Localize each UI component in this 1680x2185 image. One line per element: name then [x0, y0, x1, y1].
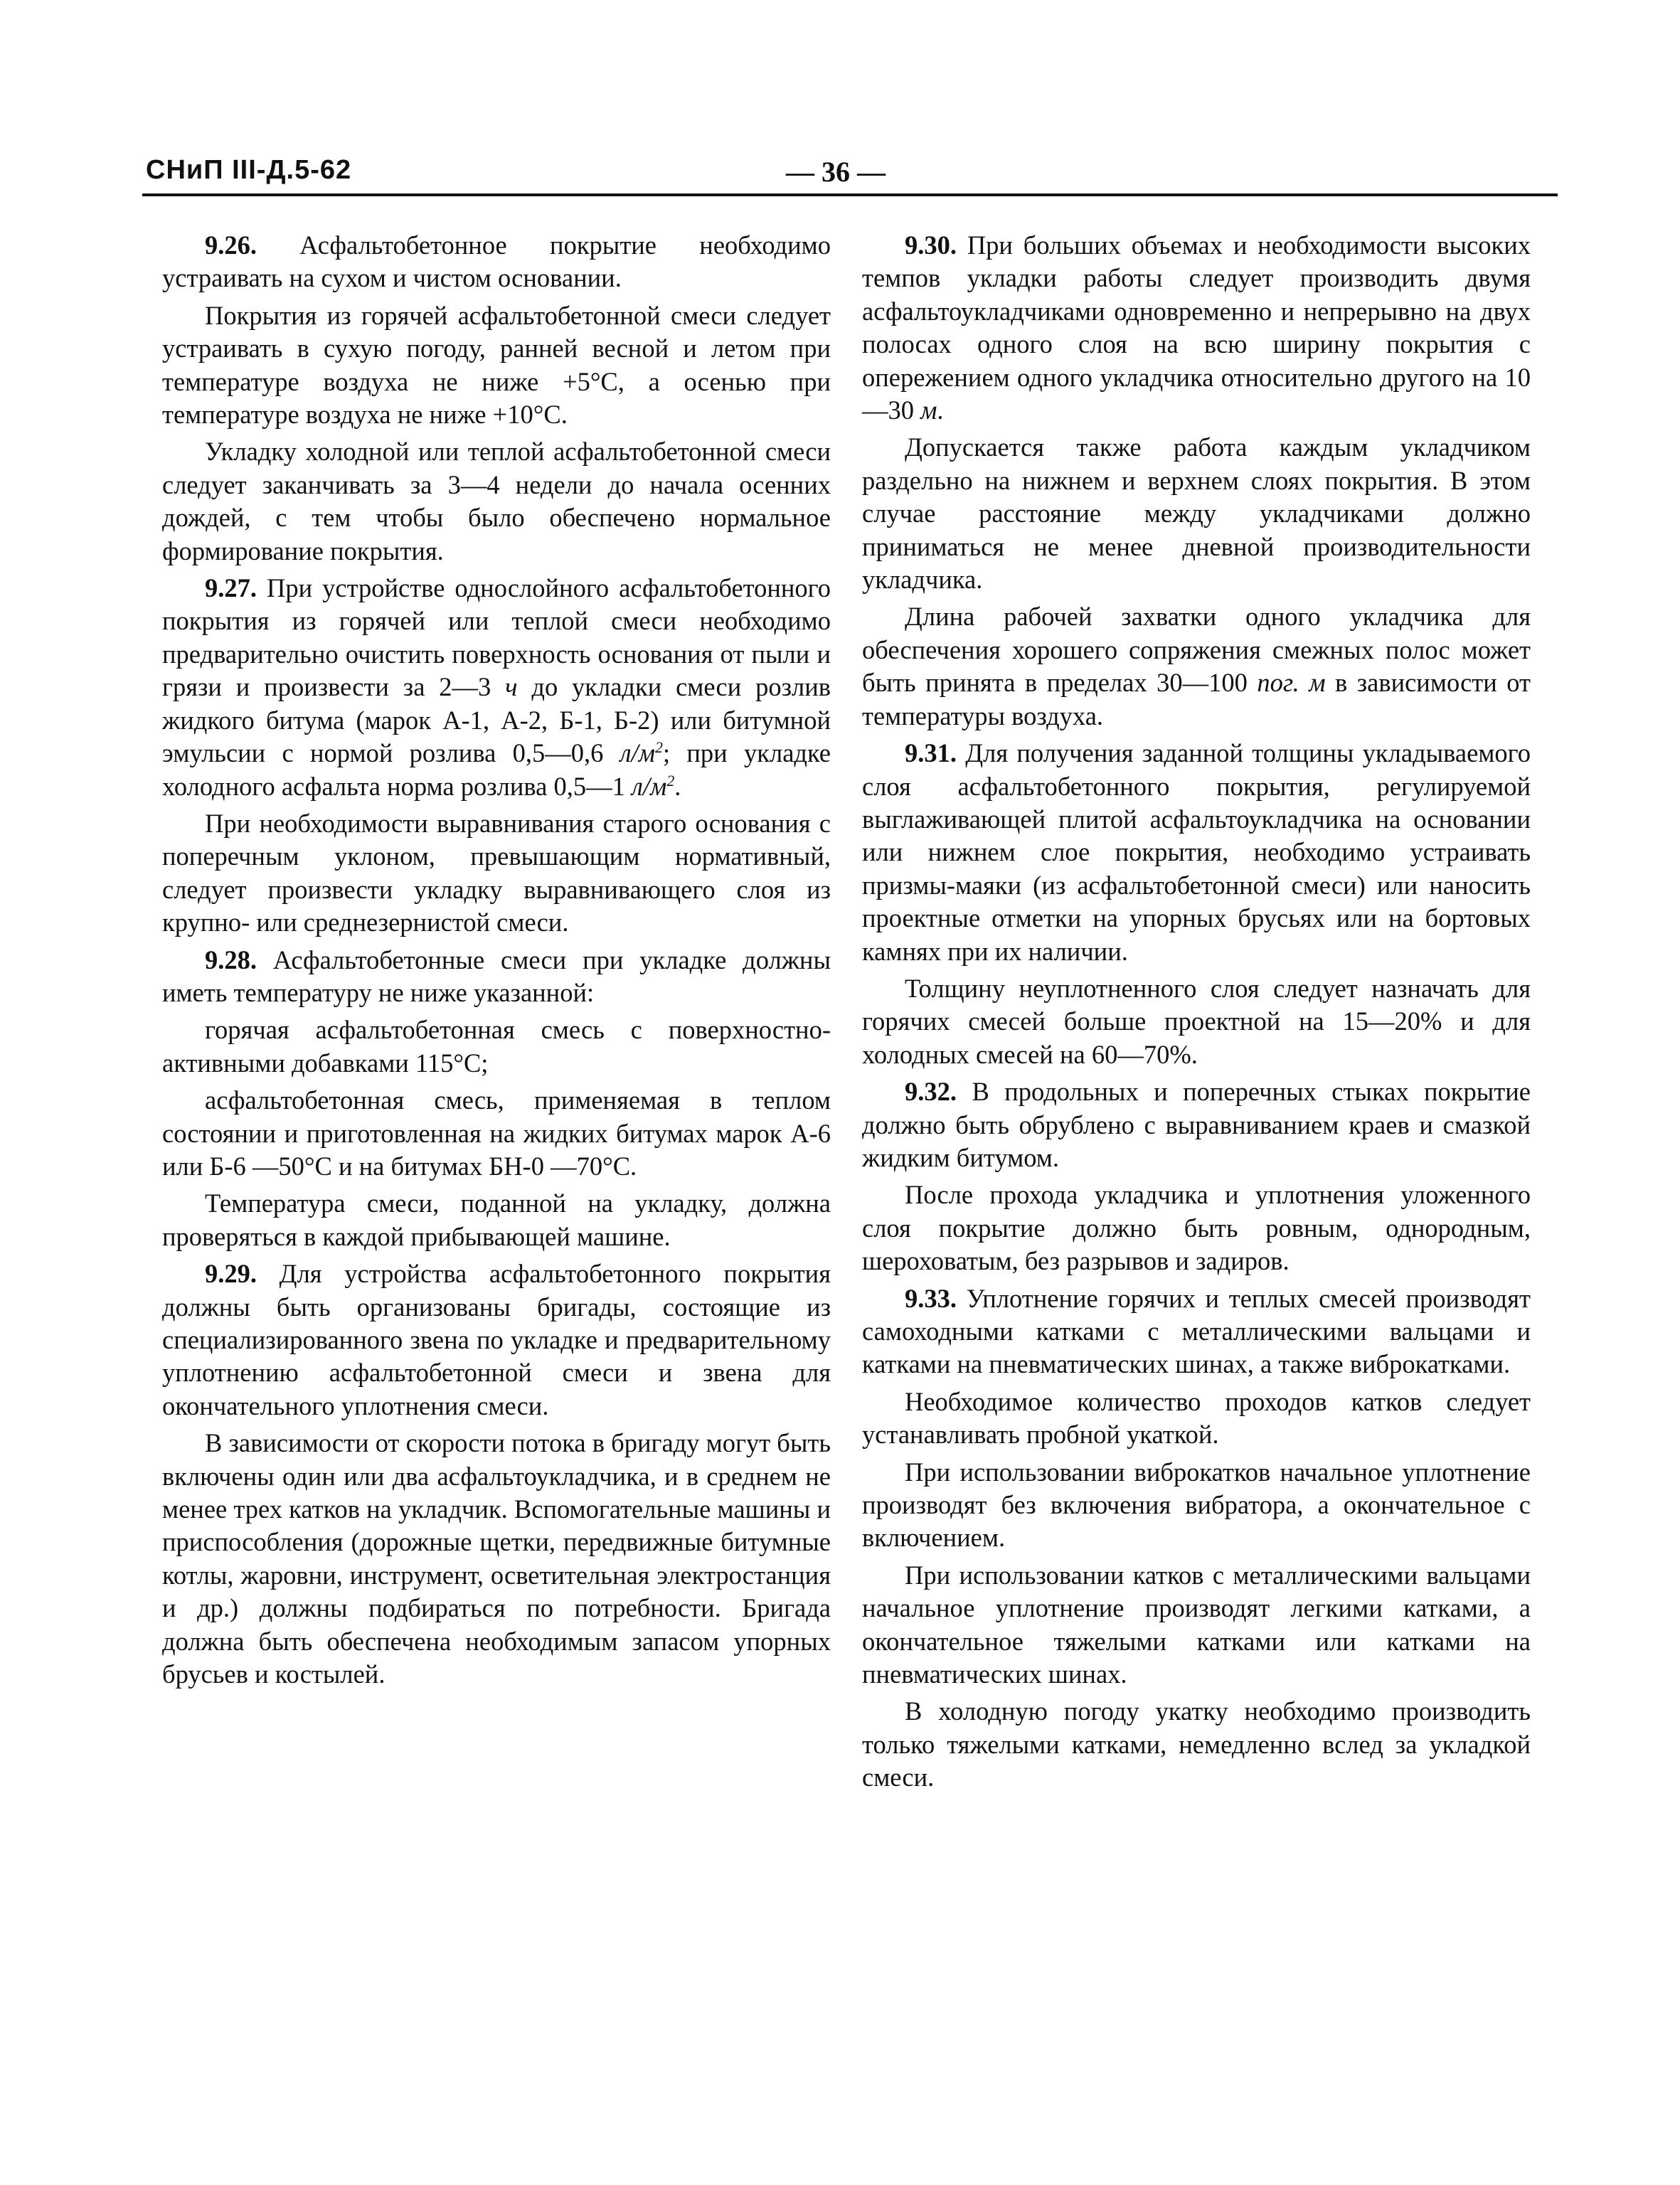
paragraph-text: Асфальтобетонные смеси при укладке должны иметь температуру не ниже указанной:: [162, 945, 831, 1007]
paragraph-p932b: [862, 1179, 1531, 1277]
paragraph-p933d: [862, 1559, 1531, 1691]
right-column: [862, 229, 1531, 1799]
paragraph-p929: [162, 1258, 831, 1423]
left-column: [162, 229, 831, 1695]
paragraph-p928c: [162, 1084, 831, 1183]
paragraph-text: В холодную погоду укатку необходимо производить только тяжелыми катками, немедленно вслед за укладкой смеси.: [862, 1696, 1531, 1792]
paragraph-text: горячая асфальтобетонная смесь с поверхностно-активными добавками 115°С;: [162, 1015, 831, 1078]
paragraph-text: При использовании виброкатков начальное уплотнение производят без включения вибратора, а окончательное с включением.: [862, 1457, 1531, 1553]
paragraph-text: Уплотнение горячих и теплых смесей производят самоходными катками с металлическими вальцами и катками на пневматических шинах, а также виброкатками.: [862, 1283, 1531, 1379]
paragraph-p930: [862, 229, 1531, 427]
clause-number: 9.30.: [905, 230, 957, 260]
paragraph-text: Температура смеси, поданной на укладку, должна проверяться в каждой прибывающей машине.: [162, 1189, 831, 1251]
paragraph-text: Покрытия из горячей асфальтобетонной смеси следует устраивать в сухую погоду, ранней весной и летом при температуре воздуха не ниже +5°С, а осенью при температуре воздуха не ниже +10°С.: [162, 300, 831, 430]
paragraph-text: Допускается также работа каждым укладчиком раздельно на нижнем и верхнем слоях покрытия. В этом случае расстояние между укладчиками должно приниматься не менее дневной производительности укладчика.: [862, 432, 1531, 595]
paragraph-p928: [162, 944, 831, 1010]
clause-number: 9.33.: [905, 1283, 957, 1313]
paragraph-p926: [162, 229, 831, 295]
paragraph-p928d: [162, 1187, 831, 1253]
paragraph-p931: [862, 737, 1531, 968]
paragraph-p933b: [862, 1386, 1531, 1452]
clause-number: 9.28.: [205, 945, 257, 974]
paragraph-text: В зависимости от скорости потока в бригаду могут быть включены один или два асфальтоукладчика, и в среднем не менее трех катков на укладчик. Вспомогательные машины и приспособления (дорожные щетки, передвижные битумные котлы, жаровни, инструмент, осветительная электростанция и др.) должны подбираться по потребности. Бригада должна быть обеспечена необходимым запасом упорных брусьев и костылей.: [162, 1428, 831, 1689]
clause-number: 9.27.: [205, 573, 257, 603]
paragraph-text: асфальтобетонная смесь, применяемая в теплом состоянии и приготовленная на жидких битумах марок А-6 или Б-6 —50°С и на битумах БН-0 —70°С.: [162, 1085, 831, 1181]
clause-number: 9.26.: [205, 230, 257, 260]
paragraph-p933: [862, 1282, 1531, 1381]
clause-number: 9.31.: [905, 738, 957, 768]
clause-number: 9.32.: [905, 1077, 957, 1107]
paragraph-text: При необходимости выравнивания старого основания с поперечным уклоном, превышающим нормативный, следует произвести укладку выравнивающего слоя из крупно- или среднезернистой смеси.: [162, 808, 831, 937]
page-header: [146, 155, 1554, 191]
paragraph-p927b: [162, 807, 831, 940]
paragraph-text: Длина рабочей захватки одного укладчика для обеспечения хорошего сопряжения смежных полос может быть принята в пределах 30—100 пог. м в зависимости от температуры воздуха.: [862, 602, 1531, 730]
paragraph-p931b: [862, 972, 1531, 1071]
paragraph-p926b: [162, 299, 831, 432]
paragraph-text: Асфальтобетонное покрытие необходимо устраивать на сухом и чистом основании.: [162, 230, 831, 293]
paragraph-text: Для устройства асфальтобетонного покрытия должны быть организованы бригады, состоящие из специализированного звена по укладке и предварительному уплотнению асфальтобетонной смеси и звена для окончательного уплотнения смеси.: [162, 1259, 831, 1420]
paragraph-p930c: [862, 600, 1531, 733]
paragraph-text: Укладку холодной или теплой асфальтобетонной смеси следует заканчивать за 3—4 недели до начала осенних дождей, с тем чтобы было обеспечено нормальное формирование покрытия.: [162, 437, 831, 565]
paragraph-text: Толщину неуплотненного слоя следует назначать для горячих смесей больше проектной на 15—20% и для холодных смесей на 60—70%.: [862, 973, 1531, 1069]
paragraph-text: После прохода укладчика и уплотнения уложенного слоя покрытие должно быть ровным, однородным, шероховатым, без разрывов и задиров.: [862, 1180, 1531, 1276]
document-code: СНиП III-Д.5-62: [146, 155, 352, 185]
paragraph-p933c: [862, 1456, 1531, 1555]
paragraph-text: При устройстве однослойного асфальтобетонного покрытия из горячей или теплой смеси необходимо предварительно очистить поверхность основания от пыли и грязи и произвести за 2—3 ч до укладки смеси розлив жидкого битума (марок А-1, А-2, Б-1, Б-2) или битумной эмульсии с нормой розлива 0,5—0,6 $л/м^2$; при укладке холодного асфальта норма розлива 0,5—1 $л/м^2$.: [162, 573, 831, 801]
paragraph-text: При использовании катков с металлическими вальцами начальное уплотнение производят легкими катками, а окончательное тяжелыми катками или катками на пневматических шинах.: [862, 1560, 1531, 1689]
paragraph-p927: [162, 572, 831, 803]
paragraph-p930b: [862, 431, 1531, 596]
clause-number: 9.29.: [205, 1259, 257, 1289]
header-rule: [142, 193, 1558, 196]
paragraph-p933e: [862, 1695, 1531, 1794]
paragraph-p929b: [162, 1427, 831, 1691]
paragraph-p926c: [162, 435, 831, 568]
paragraph-text: В продольных и поперечных стыках покрытие должно быть обрублено с выравниванием краев и смазкой жидким битумом.: [862, 1077, 1531, 1172]
paragraph-text: Для получения заданной толщины укладываемого слоя асфальтобетонного покрытия, регулируемой выглаживающей плитой асфальтоукладчика на основании или нижнем слое покрытия, необходимо устраивать призмы-маяки (из асфальтобетонной смеси) или наносить проектные отметки на упорных брусьях или на бортовых камнях при их наличии.: [862, 738, 1531, 966]
page-number: — 36 —: [786, 156, 886, 188]
paragraph-text: При больших объемах и необходимости высоких темпов укладки работы следует производить двумя асфальтоукладчиками одновременно и непрерывно на двух полосах одного слоя на всю ширину покрытия с опережением одного укладчика относительно другого на 10—30 м.: [862, 230, 1531, 425]
paragraph-p932: [862, 1075, 1531, 1174]
paragraph-text: Необходимое количество проходов катков следует устанавливать пробной укаткой.: [862, 1386, 1531, 1450]
paragraph-p928b: [162, 1014, 831, 1080]
